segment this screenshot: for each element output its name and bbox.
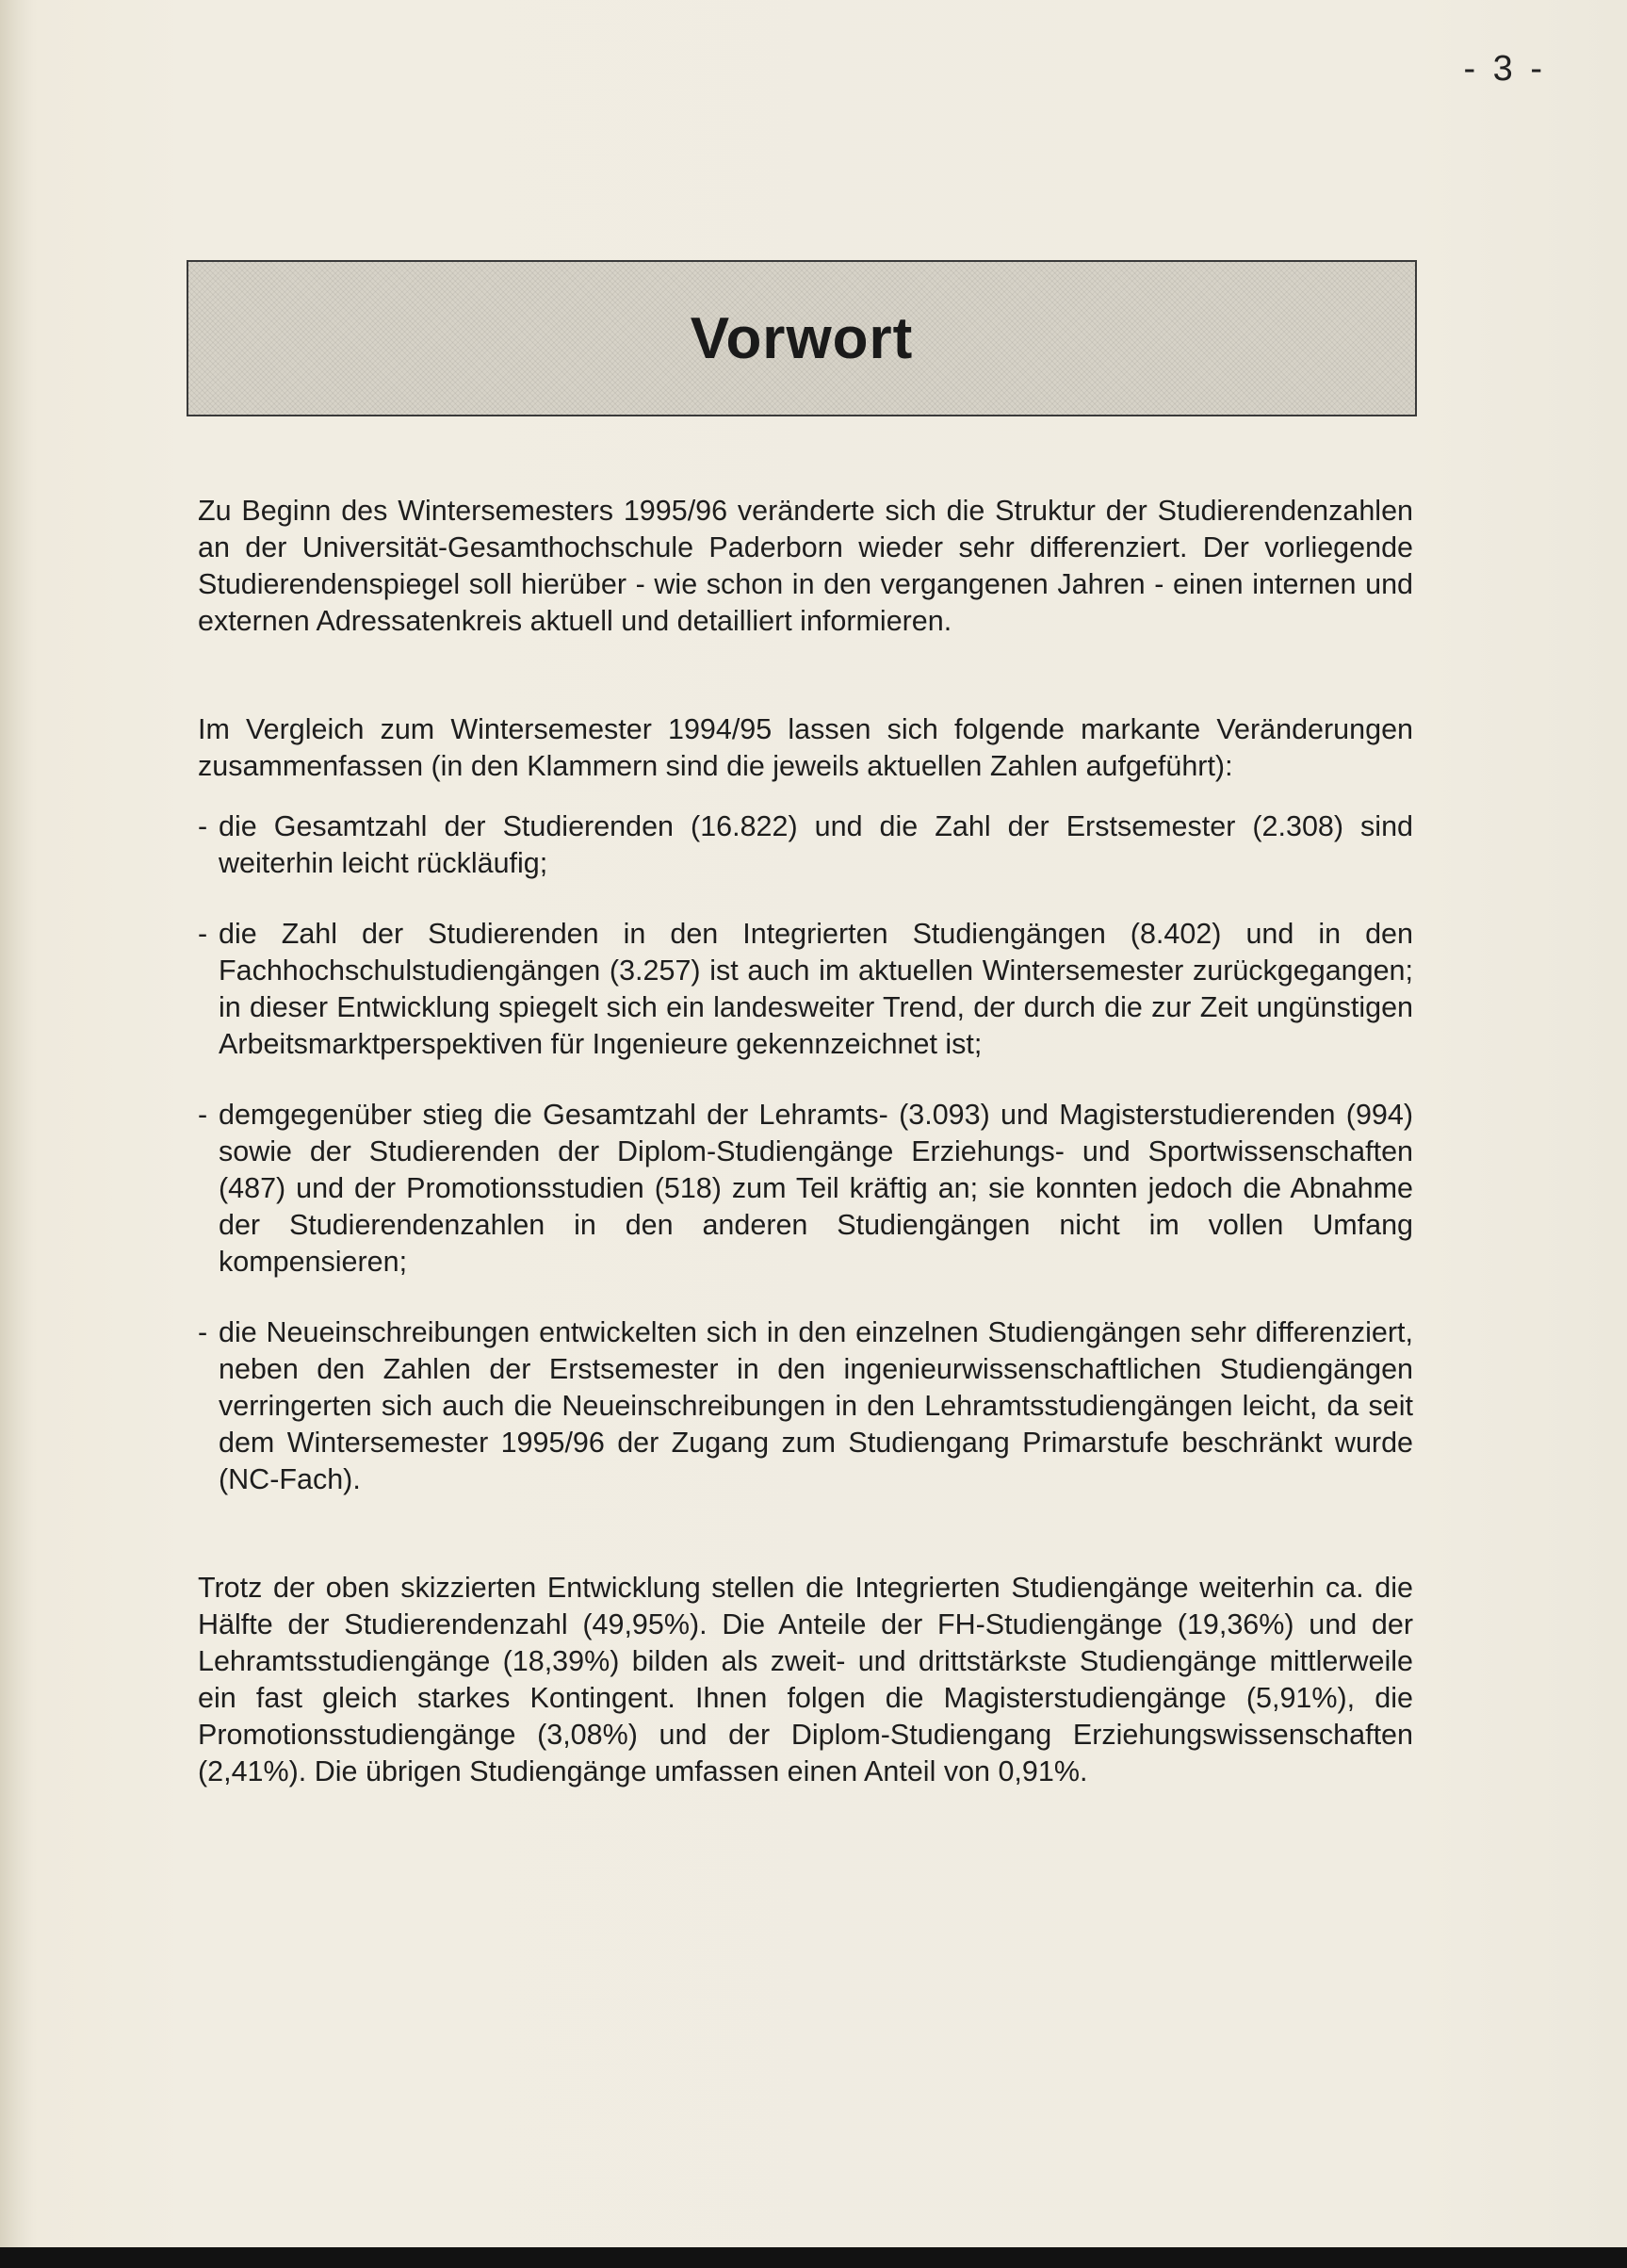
list-item (198, 808, 1413, 882)
list-item-text: die Zahl der Studierenden in den Integrierten Studiengängen (8.402) und in den Fachhochschulstudiengängen (3.257) ist auch im aktuellen Wintersemester zurückgegangen; in dieser Entwicklung spiegelt sich ein landesweiter Trend, der durch die zur Zeit ungünstigen Arbeitsmarktperspektiven für Ingenieure gekennzeichnet ist; (219, 918, 1413, 1060)
intro-paragraph: Zu Beginn des Wintersemesters 1995/96 veränderte sich die Struktur der Studierendenzahlen an der Universität-Gesamthochschule Paderborn wieder sehr differenziert. Der vorliegende Studierendenspiegel soll hierüber - wie schon in den vergangenen Jahren - einen internen und externen Adressatenkreis aktuell und detailliert informieren. (198, 495, 1413, 637)
list-item-text: die Neueinschreibungen entwickelten sich in den einzelnen Studiengängen sehr differenziert, neben den Zahlen der Erstsemester in den ingenieurwissenschaftlichen Studiengängen verringerten sich auch die Neueinschreibungen in den Lehramtsstudiengängen leicht, da seit dem Wintersemester 1995/96 der Zugang zum Studiengang Primarstufe beschränkt wurde (NC-Fach). (219, 1316, 1413, 1495)
page-number: - 3 - (1463, 49, 1546, 89)
page-title: Vorwort (690, 305, 914, 371)
list-item-text: die Gesamtzahl der Studierenden (16.822) und die Zahl der Erstsemester (2.308) sind weiterhin leicht rückläufig; (219, 810, 1413, 879)
list-item (198, 916, 1413, 1063)
binding-edge (0, 0, 32, 2268)
main-text (198, 493, 1413, 1790)
change-list (198, 808, 1413, 1498)
bullet-dash: - (198, 1099, 208, 1131)
scan-bottom-edge (0, 2247, 1627, 2268)
conclusion-paragraph: Trotz der oben skizzierten Entwicklung stellen die Integrierten Studiengänge weiterhin ca. die Hälfte der Studierendenzahl (49,95%). Die Anteile der FH-Studiengänge (19,36%) und der Lehramtsstudiengänge (18,39%) bilden als zweit- und drittstärkste Studiengänge mittlerweile ein fast gleich starkes Kontingent. Ihnen folgen die Magisterstudiengänge (5,91%), die Promotionsstudiengänge (3,08%) und der Diplom-Studiengang Erziehungswissenschaften (2,41%). Die übrigen Studiengänge umfassen einen Anteil von 0,91%. (198, 1572, 1413, 1787)
list-item (198, 1097, 1413, 1281)
list-item (198, 1314, 1413, 1498)
list-item-text: demgegenüber stieg die Gesamtzahl der Lehramts- (3.093) und Magisterstudierenden (994) sowie der Studierenden der Diplom-Studiengänge Erziehungs- und Sportwissenschaften (487) und der Promotionsstudien (518) zum Teil kräftig an; sie konnten jedoch die Abnahme der Studierendenzahlen in den anderen Studiengängen nicht im vollen Umfang kompensieren; (219, 1099, 1413, 1278)
bullet-dash: - (198, 918, 208, 950)
comparison-paragraph: Im Vergleich zum Wintersemester 1994/95 lassen sich folgende markante Veränderungen zusammenfassen (in den Klammern sind die jeweils aktuellen Zahlen aufgeführt): (198, 713, 1413, 782)
title-box (187, 260, 1417, 416)
bullet-dash: - (198, 1316, 208, 1348)
bullet-dash: - (198, 810, 208, 842)
